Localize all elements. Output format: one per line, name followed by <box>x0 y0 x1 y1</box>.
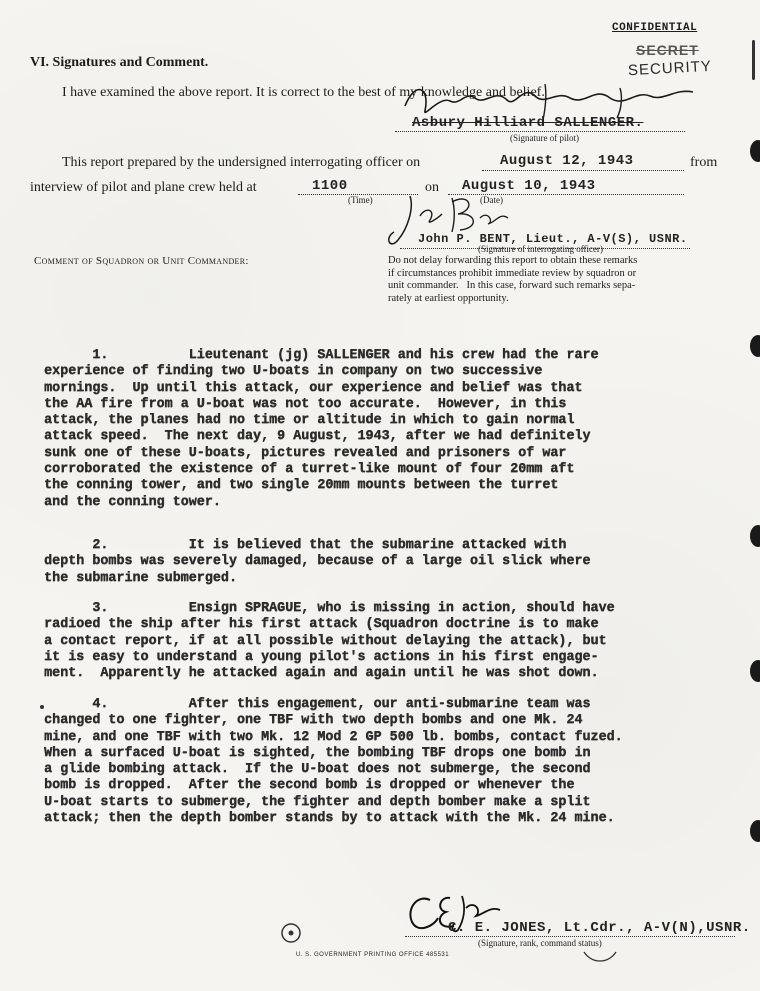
commander-name-typed: C. E. JONES, Lt.Cdr., A-V(N),USNR. <box>448 920 751 936</box>
interview-date: August 10, 1943 <box>462 178 596 194</box>
binder-hole <box>750 140 760 162</box>
pilot-signature-label: (Signature of pilot) <box>510 133 579 143</box>
certification-statement: I have examined the above report. It is correct to the best of my knowledge and belief. <box>62 85 545 100</box>
paragraph-4: 4. After this engagement, our anti-submarine team was changed to one fighter, one TBF with two depth bombs and one Mk. 24 mine, and one TBF with two Mk. 12 Mod 2 GP 500 lb. bombs, contact fuzed. When a surfaced U-boat is sighted, the bombing TBF drops one bomb in a glide bombing attack. If the U-boat does not submerge, the second bomb is dropped. After the second bomb is dropped or whenever the U-boat starts to submerge, the fighter and depth bomber make a split attack; then the depth bomber stands by to attack with the Mk. 24 mine. <box>44 697 623 827</box>
forwarding-note: Do not delay forwarding this report to obtain these remarks if circumstances prohibit immediate review by squadron or unit commander. In this case, forward such remarks sepa- rately at earliest opportunity. <box>388 255 638 304</box>
paragraph-2: 2. It is believed that the submarine attacked with depth bombs was severely damaged, because of a large oil slick where the submarine submerged. <box>44 538 591 586</box>
on-word: on <box>425 180 439 195</box>
stamp-mark-icon <box>580 948 620 966</box>
report-date: August 12, 1943 <box>500 153 634 169</box>
binder-hole <box>750 525 760 547</box>
security-stamp: SECURITY <box>627 57 713 80</box>
prepared-by-text: This report prepared by the undersigned interrogating officer on <box>62 155 421 170</box>
time-label: (Time) <box>348 195 373 205</box>
interview-text: interview of pilot and plane crew held at <box>30 180 257 195</box>
speck <box>40 705 44 709</box>
printing-office-imprint: U. S. GOVERNMENT PRINTING OFFICE 485531 <box>296 952 450 958</box>
commander-signature-label: (Signature, rank, command status) <box>478 938 602 948</box>
commander-signature-line <box>405 936 735 937</box>
pilot-name-typed: Asbury Hilliard SALLENGER. <box>412 115 644 131</box>
from-word: from <box>690 155 718 170</box>
classification-secret-struck: SECRET <box>636 42 699 58</box>
comment-heading: Comment of Squadron or Unit Commander: <box>34 255 249 267</box>
binder-hole <box>750 660 760 682</box>
seal-icon <box>278 920 304 946</box>
report-date-line <box>482 170 684 171</box>
paragraph-1: 1. Lieutenant (jg) SALLENGER and his crew had the rare experience of finding two U-boats in company on two successive mornings. Up until this attack, our experience and belief was that the AA fire from a U-boat was not too accurate. However, in this attack, the planes had no time or altitude in which to gain normal attack speed. The next day, 9 August, 1943, after we had definitely sunk one of these U-boats, pictures revealed and prisoners of war corroborated the existence of a turret-like mount of four 20mm aft the conning tower, and two single 20mm mounts between the turret and the conning tower. <box>44 348 599 510</box>
interview-time: 1100 <box>312 178 348 194</box>
binder-hole <box>750 335 760 357</box>
date-label: (Date) <box>480 195 503 205</box>
classification-confidential: CONFIDENTIAL <box>612 22 698 34</box>
binder-hole <box>750 820 760 842</box>
edge-mark <box>752 40 755 80</box>
officer-name-typed: John P. BENT, Lieut., A-V(S), USNR. <box>418 232 688 246</box>
pilot-signature-line <box>395 131 685 132</box>
section-title: VI. Signatures and Comment. <box>30 55 209 70</box>
officer-signature-label: (Signature of interrogating officer) <box>478 244 604 254</box>
paragraph-3: 3. Ensign SPRAGUE, who is missing in action, should have radioed the ship after his first attack (Squadron doctrine is to make a contact report, if at all possible without delaying the attack), but it is easy to understand a young pilot's actions in his first engage- ment. Apparently he attacked again and again until he was shot down. <box>44 601 615 682</box>
